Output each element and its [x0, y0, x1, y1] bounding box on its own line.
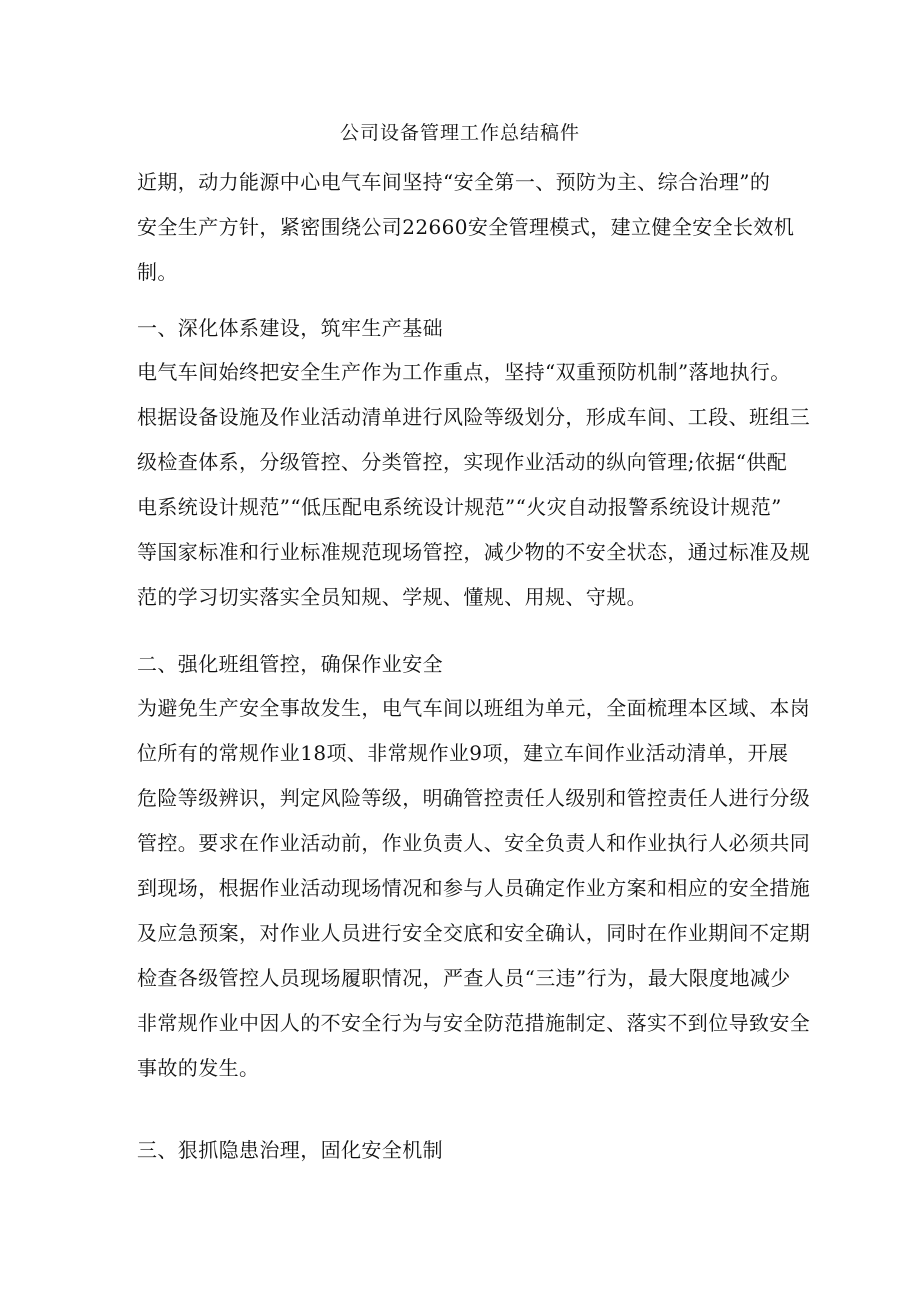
text-line: 事故的发生。	[137, 1056, 260, 1080]
text-line: 电气车间始终把安全生产作为工作重点，坚持“双重预防机制”落地执行。	[137, 360, 791, 384]
intro-paragraph	[137, 160, 817, 295]
section-2-heading: 二、强化班组管控，确保作业安全	[137, 652, 443, 676]
text-line: 级检查体系，分级管控、分类管控，实现作业活动的纵向管理;依据“供配	[137, 450, 788, 474]
text-line: 电系统设计规范”“低压配电系统设计规范”“火灾自动报警系统设计规范”	[137, 495, 782, 519]
document-title: 公司设备管理工作总结稿件	[339, 122, 580, 144]
section-1-paragraph	[137, 350, 817, 620]
text-line: 安全生产方针，紧密围绕公司22660安全管理模式，建立健全安全长效机	[137, 215, 795, 239]
text-line: 到现场，根据作业活动现场情况和参与人员确定作业方案和相应的安全措施	[137, 876, 811, 900]
text-line: 危险等级辨识，判定风险等级，明确管控责任人级别和管控责任人进行分级	[137, 786, 811, 810]
text-line: 位所有的常规作业18项、非常规作业9项，建立车间作业活动清单，开展	[137, 741, 789, 765]
text-line: 管控。要求在作业活动前，作业负责人、安全负责人和作业执行人必须共同	[137, 831, 811, 855]
section-1-heading: 一、深化体系建设，筑牢生产基础	[137, 316, 443, 340]
section-3-heading: 三、狠抓隐患治理，固化安全机制	[137, 1138, 443, 1162]
text-line: 及应急预案，对作业人员进行安全交底和安全确认，同时在作业期间不定期	[137, 921, 811, 945]
text-line: 根据设备设施及作业活动清单进行风险等级划分，形成车间、工段、班组三	[137, 405, 811, 429]
text-line: 范的学习切实落实全员知规、学规、懂规、用规、守规。	[137, 585, 647, 609]
text-line: 制。	[137, 260, 178, 284]
text-line: 非常规作业中因人的不安全行为与安全防范措施制定、落实不到位导致安全	[137, 1011, 811, 1035]
text-line: 近期，动力能源中心电气车间坚持“安全第一、预防为主、综合治理”的	[137, 170, 771, 194]
text-line: 等国家标准和行业标准规范现场管控，减少物的不安全状态，通过标准及规	[137, 540, 811, 564]
text-line: 检查各级管控人员现场履职情况，严查人员“三违”行为，最大限度地减少	[137, 966, 791, 990]
text-line: 为避免生产安全事故发生，电气车间以班组为单元，全面梳理本区域、本岗	[137, 696, 811, 720]
section-2-paragraph	[137, 686, 817, 1091]
